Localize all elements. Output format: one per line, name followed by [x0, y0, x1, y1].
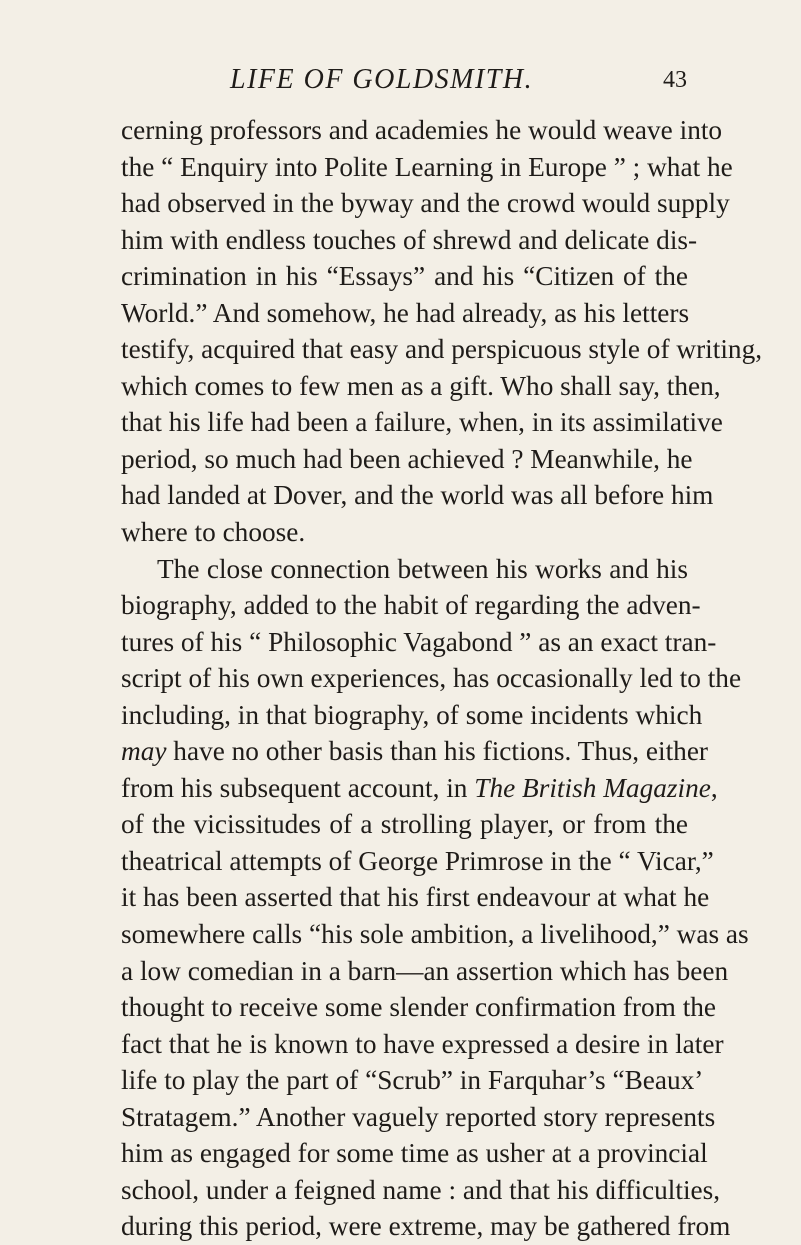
text-line: from his subsequent account, in The British Magazine,: [121, 772, 718, 803]
text-line: may have no other basis than his fictions. Thus, either: [121, 736, 709, 767]
text-line: period, so much had been achieved ? Meanwhile, he: [121, 443, 693, 474]
text-line: had observed in the byway and the crowd would supply: [121, 188, 730, 219]
text-line: which comes to few men as a gift. Who shall say, then,: [121, 370, 721, 401]
text-line: during this period, were extreme, may be gathered from: [121, 1211, 731, 1242]
text-line: that his life had been a failure, when, in its assimilative: [121, 407, 723, 438]
text-line: including, in that biography, of some incidents which: [121, 699, 703, 730]
text-line: theatrical attempts of George Primrose in the “ Vicar,”: [121, 845, 714, 876]
text-line: had landed at Dover, and the world was all before him: [121, 480, 714, 511]
text-line: life to play the part of “Scrub” in Farquhar’s “Beaux’: [121, 1065, 704, 1096]
text-line: fact that he is known to have expressed a desire in later: [121, 1028, 724, 1059]
text-line: a low comedian in a barn—an assertion which has been: [121, 955, 729, 986]
text-line: him as engaged for some time as usher at a provincial: [121, 1138, 708, 1169]
page-number: 43: [663, 67, 687, 93]
text-line: Stratagem.” Another vaguely reported story represents: [121, 1101, 716, 1132]
text-line: script of his own experiences, has occasionally led to the: [121, 663, 742, 694]
text-line: him with endless touches of shrewd and delicate dis-: [121, 224, 698, 255]
text-line: biography, added to the habit of regarding the adven-: [121, 590, 701, 621]
text-line: testify, acquired that easy and perspicuous style of writing,: [121, 334, 763, 365]
text-line: school, under a feigned name : and that his difficulties,: [121, 1174, 721, 1205]
running-head: [230, 60, 687, 100]
text-line: tures of his “ Philosophic Vagabond ” as an exact tran-: [121, 626, 717, 657]
running-title: LIFE OF GOLDSMITH.: [230, 64, 534, 95]
text-line: it has been asserted that his first endeavour at what he: [121, 882, 710, 913]
text-line: the “ Enquiry into Polite Learning in Europe ” ; what he: [121, 151, 733, 182]
text-line: of the vicissitudes of a strolling player, or from the: [121, 809, 688, 840]
text-line: World.” And somehow, he had already, as his letters: [121, 297, 690, 328]
text-line: somewhere calls “his sole ambition, a livelihood,” was as: [121, 919, 749, 950]
text-line: where to choose.: [121, 517, 306, 548]
body-text: [121, 112, 763, 1245]
text-line: crimination in his “Essays” and his “Citizen of the: [121, 261, 688, 292]
text-line: The close connection between his works and his: [157, 553, 688, 584]
text-line: cerning professors and academies he would weave into: [121, 115, 723, 145]
text-line: thought to receive some slender confirmation from the: [121, 992, 717, 1023]
